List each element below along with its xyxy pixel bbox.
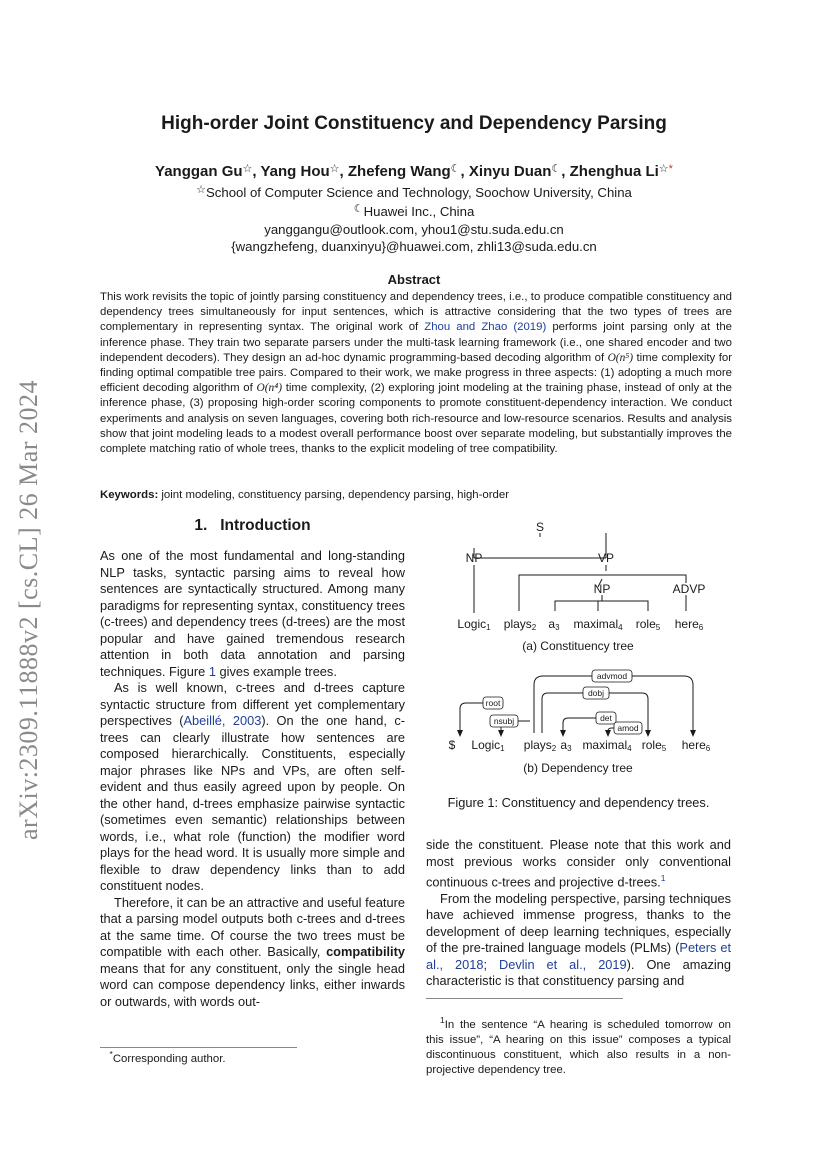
footnote-link[interactable]: 1 <box>660 873 666 883</box>
left-column <box>100 548 405 1010</box>
paragraph: From the modeling perspective, parsing techniques have achieved immense progress, thanks to the development of deep learning techniques, especially of the pre-trained language models (PLMs) (Peters et al., 2018; Devlin et al., 2019). One amazing characteristic is that constituency parsing and <box>426 890 732 989</box>
author: Zhenghua Li☆* <box>569 163 673 180</box>
footnote-rule <box>426 998 623 999</box>
node-np: NP <box>593 582 611 596</box>
abstract-heading: Abstract <box>387 272 441 287</box>
arrowhead <box>605 730 611 737</box>
word-token: here6 <box>681 738 711 753</box>
arc-label: nsubj <box>493 716 515 726</box>
node-np: NP <box>465 551 483 565</box>
paper-title: High-order Joint Constituency and Dependency Parsing <box>161 113 667 134</box>
citation-link[interactable]: Abeillé, 2003 <box>183 713 262 728</box>
author: Yanggan Gu☆, <box>155 163 261 180</box>
affiliation-huawei: ☾Huawei Inc., China <box>353 203 475 220</box>
constituency-words <box>457 617 703 632</box>
keywords-label: Keywords: <box>100 489 159 501</box>
root-symbol: $ <box>448 738 456 752</box>
corresponding-mark: * <box>668 163 673 175</box>
arxiv-stamp: arXiv:2309.11888v2 [cs.CL] 26 Mar 2024 <box>14 380 43 840</box>
footnote-corresponding: *Corresponding author. <box>109 1049 226 1065</box>
affiliation-school: ☆School of Computer Science and Technology, Soochow University, China <box>196 184 632 200</box>
figure-caption: Figure 1: Constituency and dependency trees. <box>447 795 710 810</box>
tree-edge <box>555 601 648 611</box>
author-emails-2: {wangzhefeng, duanxinyu}@huawei.com, zhli13@suda.edu.cn <box>231 239 597 255</box>
paragraph: Therefore, it can be an attractive and useful feature that a parsing model outputs both c-trees and d-trees at the same time. Of course the two trees must be compatible with each other. Basically, compatibility means that for any constituent, only the single head word can compose dependency links, either inwards or outwards, with words out- <box>100 894 405 1009</box>
abstract-text: This work revisits the topic of jointly parsing constituency and dependency trees, i.e., to produce compatible constituency and dependency trees simultaneously for input sentences, which is attractive considering that the two types of trees are complementary in representing syntax. The original work of Zhou and Zhao (2019) performs joint parsing only at the inference phase. They train two separate parsers under the multi-task learning framework (i.e., one shared encoder and two independent decoders). They design an ad-hoc dynamic programming-based decoding algorithm of O(n⁵) time complexity for finding optimal compatible tree pairs. Compared to their work, we make progress in three aspects: (1) adopting a much more efficient decoding algorithm of O(n⁴) time complexity, (2) exploring joint modeling at the training phase, instead of only at the inference phase, (3) proposing high-order scoring components to promote constituent-dependency interaction. We conduct experiments and analysis on seven languages, covering both rich-resource and low-resource scenarios. Results and analysis show that joint modeling leads to a modest overall performance boost over separate modeling, but substantially improves the complete matching ratio of whole trees, thanks to the explicit modeling of tree compatibility. <box>100 291 733 456</box>
figure-link[interactable]: 1 <box>208 663 216 679</box>
arrowhead <box>690 730 696 737</box>
word-token: Logic1 <box>471 738 505 753</box>
author: Yang Hou☆, <box>260 163 348 180</box>
sub-caption-b: (b) Dependency tree <box>523 761 633 775</box>
paragraph: As is well known, c-trees and d-trees capture syntactic structure from different yet complementary perspectives (Abeillé, 2003). On the one hand, c-trees can clearly illustrate how sentences are composed hierarchically. Constituents, especially major phrases like NPs and VPs, are often self-evident and thus easily agreed upon by people. On the other hand, d-trees emphasize pairwise syntactic (sometimes even semantic) relationships between words, i.e., what role (function) the modifier word plays for the head word. It is usually more simple and flexible to draw dependency links than to add constituent nodes. <box>100 680 406 893</box>
node-advp: ADVP <box>672 582 706 596</box>
figure-1 <box>426 515 731 805</box>
word-token: plays2 <box>503 617 537 632</box>
paragraph: side the constituent. Please note that this work and most previous works consider only conventional continuous c-trees and projective d-trees.$^1$ <box>426 837 731 890</box>
word-token: a3 <box>560 738 572 753</box>
arc-advmod <box>534 676 693 733</box>
arc-label: root <box>485 698 501 708</box>
arrowhead <box>560 730 566 737</box>
paragraph: As one of the most fundamental and long-standing NLP tasks, syntactic parsing aims to reveal how sentences are syntactically structured. Among many paradigms for representing syntax, constituency trees (c-trees) and dependency trees (d-trees) are the most popular and have gained tremendous research attention in both data annotation and parsing techniques. Figure 1 gives example trees. <box>100 548 405 679</box>
arc-label: amod <box>617 723 639 733</box>
arrowhead <box>498 730 504 737</box>
arc-label: det <box>600 713 612 723</box>
author: Xinyu Duan☾, <box>468 163 570 180</box>
citation-link[interactable]: Zhou and Zhao (2019) <box>424 321 547 334</box>
figure-trees <box>426 515 731 785</box>
footnote-1: $^1$In the sentence “A hearing is scheduled tomorrow on this issue”, “A hearing on this issue” composes a typical discontinuous constituent, which also results in a non-projective dependency tree. <box>426 1015 731 1076</box>
dependency-arrowheads <box>457 730 696 737</box>
math-expression: O(n⁵) <box>607 351 634 364</box>
citation-link[interactable]: Devlin et al., 2019 <box>499 956 627 972</box>
word-token: maximal4 <box>573 617 623 632</box>
author-list <box>0 162 828 180</box>
section-heading: 1. Introduction <box>194 517 311 534</box>
right-column <box>426 837 731 990</box>
arrowhead <box>457 730 463 737</box>
citation-link[interactable]: Peters et al., 2018 <box>426 940 732 972</box>
affiliations <box>0 182 828 256</box>
arrowhead <box>645 730 651 737</box>
arc-label: dobj <box>587 688 605 698</box>
constituency-tree <box>474 533 686 613</box>
node-vp: VP <box>597 551 615 565</box>
word-token: a3 <box>548 617 560 632</box>
math-expression: O(n⁴) <box>256 382 282 395</box>
arc-label: advmod <box>596 671 628 681</box>
word-token: here6 <box>674 617 704 632</box>
word-token: Logic1 <box>457 617 491 632</box>
dependency-words <box>449 738 711 753</box>
node-s: S <box>535 520 545 534</box>
author: Zhefeng Wang☾, <box>347 163 469 180</box>
arc-det <box>563 718 598 733</box>
sub-caption-a: (a) Constituency tree <box>522 639 634 653</box>
word-token: maximal4 <box>582 738 632 753</box>
word-token: role5 <box>641 738 667 753</box>
word-token: role5 <box>635 617 661 632</box>
footnote-rule <box>100 1047 297 1048</box>
word-token: plays2 <box>523 738 557 753</box>
keywords: Keywords: joint modeling, constituency parsing, dependency parsing, high-order <box>100 489 510 501</box>
author-emails-1: yanggangu@outlook.com, yhou1@stu.suda.edu.cn <box>264 221 564 237</box>
